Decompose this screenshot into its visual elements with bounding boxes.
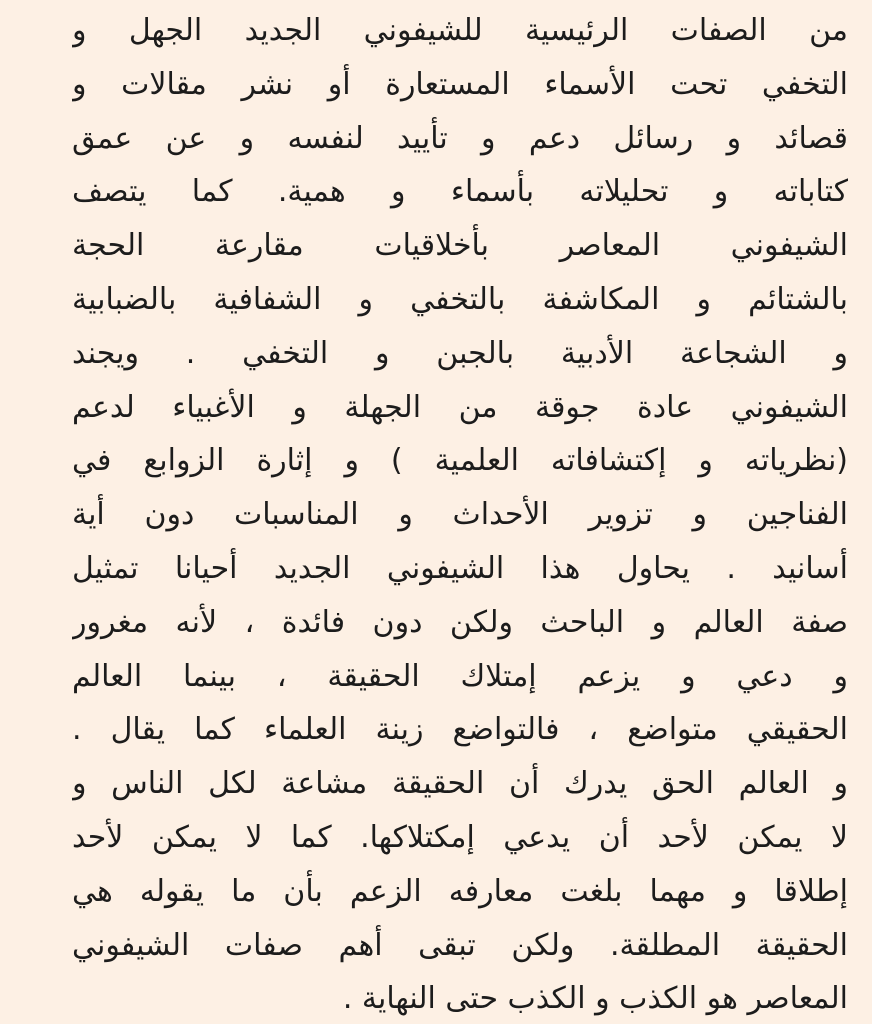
text-line: الفناجين و تزوير الأحداث و المناسبات دون أية	[72, 497, 848, 533]
text-line: و الشجاعة الأدبية بالجبن و التخفي . ويجند	[72, 335, 848, 371]
text-line: إطلاقا و مهما بلغت معارفه الزعم بأن ما يقوله هي	[72, 873, 848, 909]
text-line: المعاصر هو الكذب و الكذب حتى النهاية .	[342, 981, 848, 1017]
text-line: الشيفوني عادة جوقة من الجهلة و الأغبياء لدعم	[72, 389, 848, 425]
text-line: الشيفوني المعاصر بأخلاقيات مقارعة الحجة	[72, 228, 848, 264]
text-line: قصائد و رسائل دعم و تأييد لنفسه و عن عمق	[72, 120, 848, 156]
text-line: و العالم الحق يدرك أن الحقيقة مشاعة لكل الناس و	[72, 766, 848, 802]
text-line: صفة العالم و الباحث ولكن دون فائدة ، لأنه مغرور	[72, 604, 848, 640]
text-line: أسانيد . يحاول هذا الشيفوني الجديد أحيانا تمثيل	[72, 550, 848, 586]
text-line: الحقيقي متواضع ، فالتواضع زينة العلماء كما يقال .	[72, 712, 848, 748]
text-line: لا يمكن لأحد أن يدعي إمكتلاكها. كما لا يمكن لأحد	[72, 819, 848, 855]
text-line: و دعي و يزعم إمتلاك الحقيقة ، بينما العالم	[72, 658, 848, 694]
text-line: التخفي تحت الأسماء المستعارة أو نشر مقالات و	[72, 66, 848, 102]
text-line: بالشتائم و المكاشفة بالتخفي و الشفافية بالضبابية	[72, 281, 848, 317]
text-line: (نظرياته و إكتشافاته العلمية ) و إثارة الزوابع في	[72, 443, 848, 479]
text-line: كتاباته و تحليلاته بأسماء و همية. كما يتصف	[72, 174, 848, 210]
text-line: الحقيقة المطلقة. ولكن تبقى أهم صفات الشيفوني	[72, 927, 848, 963]
article-body	[72, 0, 848, 1024]
text-line: من الصفات الرئيسية للشيفوني الجديد الجهل و	[72, 13, 848, 48]
